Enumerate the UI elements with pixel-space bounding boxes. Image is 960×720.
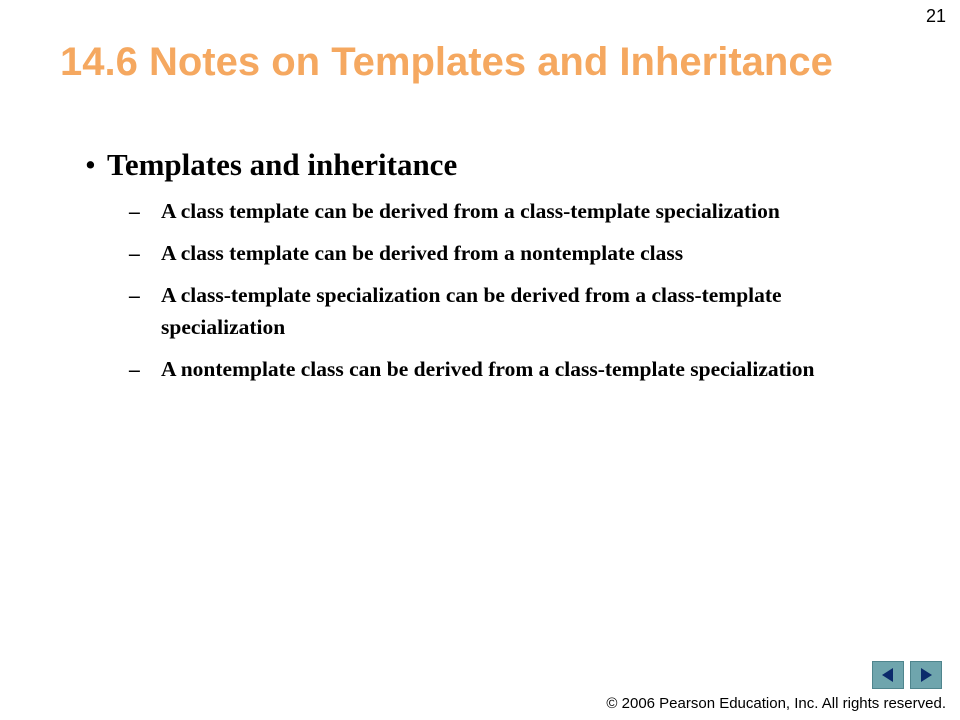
sub-bullet-text: A nontemplate class can be derived from a class-template specialization — [161, 357, 815, 381]
dash-icon: – — [129, 241, 140, 265]
sub-bullet-item — [85, 195, 905, 227]
sub-bullet-text: A class template can be derived from a nontemplate class — [161, 241, 684, 265]
triangle-right-icon — [917, 666, 935, 684]
copyright-footer: © 2006 Pearson Education, Inc. All rights reserved. — [606, 695, 946, 712]
next-slide-button[interactable] — [910, 661, 942, 689]
sub-bullet-list — [85, 195, 905, 385]
slide-navigation — [872, 661, 942, 689]
sub-bullet-item — [85, 237, 905, 269]
triangle-left-icon — [879, 666, 897, 684]
bullet-icon: • — [85, 147, 96, 182]
sub-bullet-item — [85, 279, 905, 343]
slide-content — [85, 147, 905, 395]
sub-bullet-text: A class template can be derived from a class-template specialization — [161, 199, 780, 223]
dash-icon: – — [129, 357, 140, 381]
dash-icon: – — [129, 283, 140, 307]
sub-bullet-text: A class-template specialization can be derived from a class-template specialization — [161, 283, 782, 339]
slide-title: 14.6 Notes on Templates and Inheritance — [60, 40, 833, 84]
dash-icon: – — [129, 199, 140, 223]
main-bullet — [85, 147, 905, 183]
page-number: 21 — [925, 6, 946, 26]
main-bullet-text: Templates and inheritance — [107, 147, 458, 182]
previous-slide-button[interactable] — [872, 661, 904, 689]
sub-bullet-item — [85, 353, 905, 385]
